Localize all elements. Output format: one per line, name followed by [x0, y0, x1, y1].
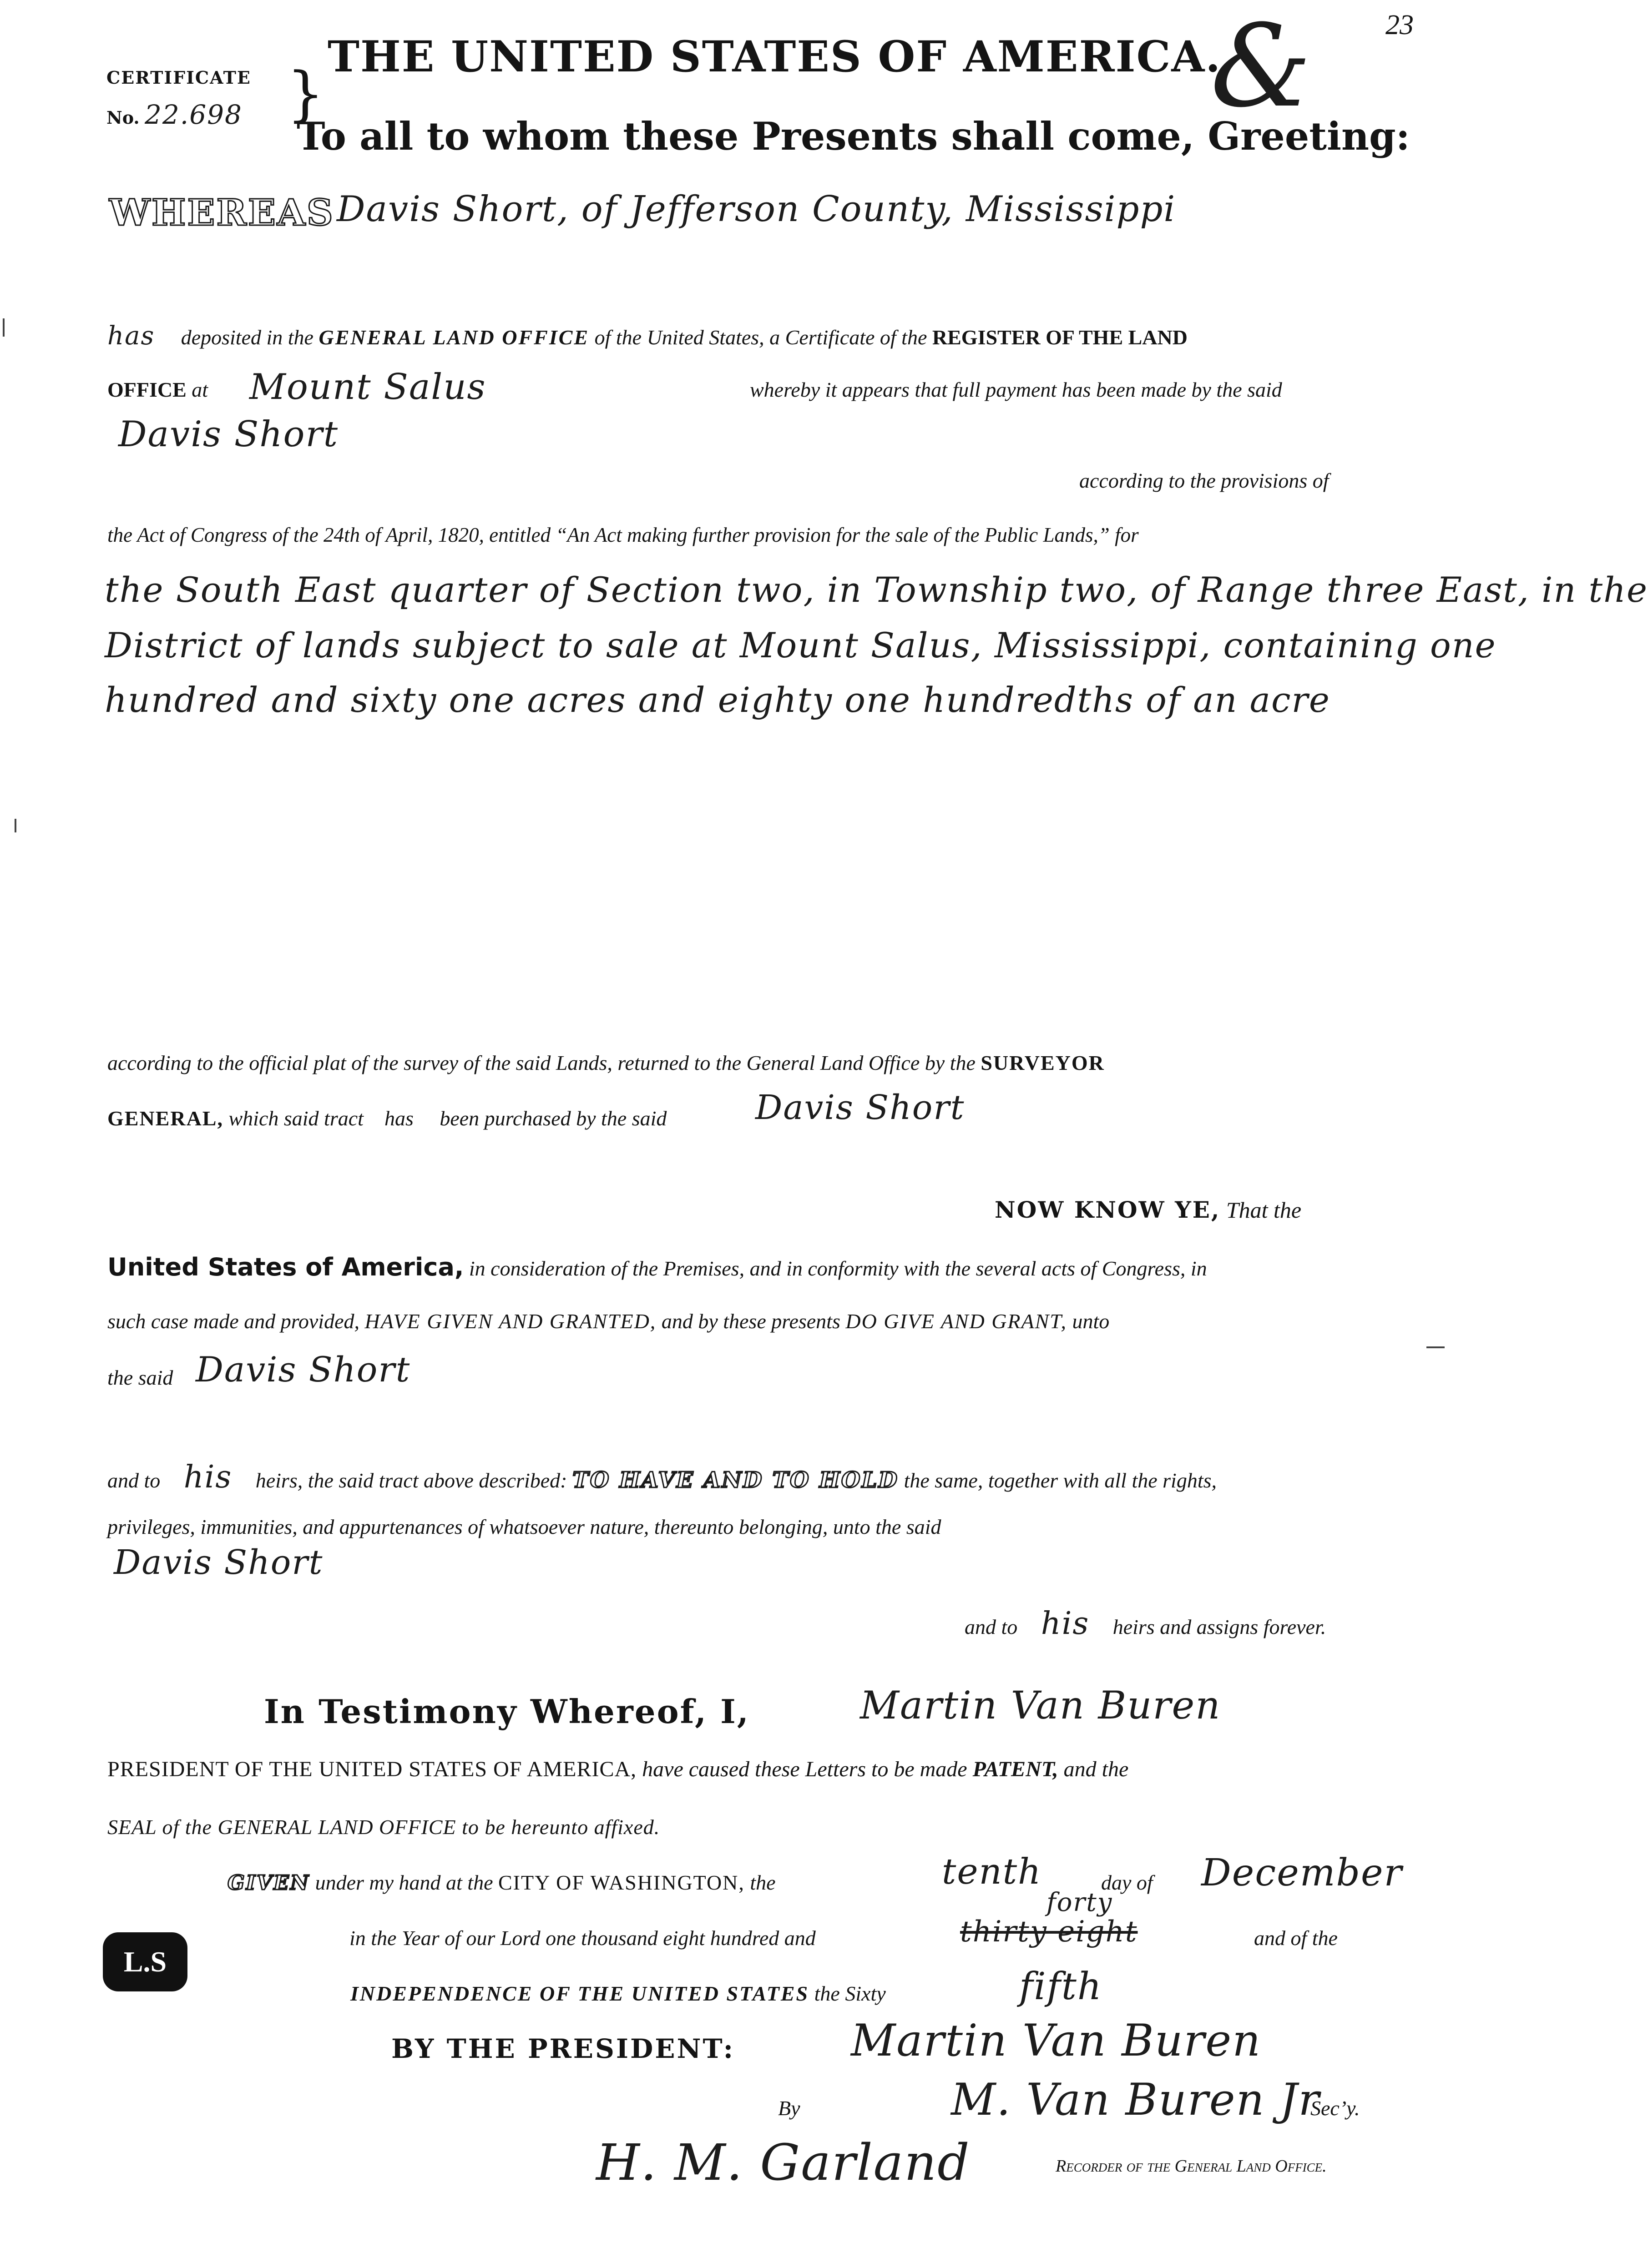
description-line-2: District of lands subject to sale at Mount Salus, Mississippi, containing one	[105, 625, 1496, 665]
scan-mark	[15, 819, 16, 832]
and-to: and to	[107, 1469, 161, 1492]
deposit-text-1: deposited in the	[181, 326, 313, 349]
general-line	[107, 1106, 667, 1130]
given-line	[227, 1870, 776, 1895]
general-label: GENERAL,	[107, 1107, 223, 1130]
office-location: Mount Salus	[249, 367, 486, 408]
together-text: the same, together with all the rights,	[904, 1469, 1217, 1492]
president-label: PRESIDENT OF THE UNITED STATES OF AMERICA,	[107, 1757, 637, 1781]
his-2: his	[1041, 1606, 1090, 1642]
have-given: HAVE GIVEN AND GRANTED,	[364, 1310, 657, 1333]
heirs-assigns-line	[965, 1606, 1326, 1642]
has-word: has	[107, 321, 155, 351]
certificate-number-label: No.	[106, 107, 140, 128]
caused-text: have caused these Letters to be made	[642, 1757, 967, 1781]
by-the-president: BY THE PRESIDENT:	[391, 2033, 735, 2064]
day-value: tenth	[942, 1851, 1042, 1892]
payment-text: whereby it appears that full payment has been made by the said	[750, 378, 1282, 401]
now-know-ye-line	[995, 1196, 1301, 1223]
page-number: 23	[1385, 10, 1414, 40]
such-case-line	[107, 1309, 1109, 1333]
ordinal-value: fifth	[1019, 1965, 1102, 2008]
seal-label: L.S	[123, 1945, 167, 1978]
description-line-3: hundred and sixty one acres and eighty one hundredths of an acre	[105, 680, 1330, 720]
and-to-2: and to	[965, 1615, 1018, 1638]
grantee-whereas: Davis Short, of Jefferson County, Mississippi	[337, 189, 1176, 230]
purchaser-name: Davis Short	[755, 1088, 965, 1127]
heirs-text: heirs, the said tract above described:	[255, 1469, 567, 1492]
secretary-title: Sec’y.	[1310, 2097, 1360, 2120]
deposit-text-2: of the United States, a Certificate of the	[594, 326, 927, 349]
day-of: day of	[1101, 1871, 1153, 1894]
such-case-text: such case made and provided,	[107, 1310, 359, 1333]
deposit-line	[107, 321, 1188, 351]
tract-text: which said tract	[228, 1107, 364, 1130]
year-text: in the Year of our Lord one thousand eight hundred and	[349, 1926, 816, 1950]
to-have-to-hold: TO HAVE AND TO HOLD	[572, 1467, 899, 1493]
usa-line	[107, 1253, 1207, 1281]
certificate-brace: }	[287, 59, 324, 128]
independence-line	[350, 1981, 886, 2006]
scan-mark	[1426, 1346, 1445, 1348]
month-value: December	[1201, 1851, 1403, 1895]
usa-label: United States of America,	[107, 1253, 464, 1281]
surveyor-label: SURVEYOR	[981, 1051, 1105, 1074]
description-line-1: the South East quarter of Section two, in Township two, of Range three East, in the	[105, 570, 1648, 610]
unto-word: unto	[1072, 1310, 1110, 1333]
at-word: at	[192, 378, 208, 401]
independence-label: INDEPENDENCE OF THE UNITED STATES	[350, 1982, 809, 2005]
secretary-signature: M. Van Buren Jr	[951, 2074, 1320, 2125]
the-sixty: the Sixty	[814, 1982, 886, 2005]
payer-name: Davis Short	[118, 414, 339, 455]
that-the: That the	[1226, 1197, 1302, 1223]
by-these-presents: and by these presents	[661, 1310, 840, 1333]
survey-text: according to the official plat of the survey of the said Lands, returned to the General Land Office by the	[107, 1051, 976, 1074]
heirs-assigns: heirs and assigns forever.	[1112, 1615, 1326, 1638]
the-said-label: the said	[107, 1366, 173, 1389]
seal-badge	[103, 1932, 187, 1991]
heirs-line	[107, 1459, 1217, 1495]
now-know-ye: NOW KNOW YE,	[995, 1196, 1221, 1223]
under-hand: under my hand at the	[315, 1871, 493, 1894]
his-1: his	[183, 1459, 233, 1495]
grantee-name-2: Davis Short	[114, 1543, 324, 1582]
patent-label: PATENT,	[972, 1757, 1058, 1781]
year-value: forty	[1046, 1888, 1113, 1917]
recorder-signature: H. M. Garland	[596, 2133, 971, 2192]
recorder-title: Recorder of the General Land Office.	[1056, 2157, 1327, 2176]
office-name: GENERAL LAND OFFICE	[318, 326, 590, 349]
corner-mark: &	[1210, 0, 1313, 132]
president-name: Martin Van Buren	[860, 1683, 1221, 1728]
by-word: By	[778, 2097, 800, 2120]
and-the: and the	[1063, 1757, 1129, 1781]
office-label: OFFICE	[107, 378, 187, 401]
president-signature: Martin Van Buren	[851, 2015, 1262, 2066]
year-struck: thirty eight	[960, 1915, 1138, 1949]
has-word-2: has	[384, 1107, 414, 1130]
register-label: REGISTER OF THE LAND	[932, 326, 1188, 349]
certificate-number: 22.698	[145, 99, 243, 130]
greeting: To all to whom these Presents shall come, Greeting:	[297, 114, 1410, 159]
whereas-label: WHEREAS	[109, 191, 334, 234]
certificate-label: CERTIFICATE	[106, 67, 251, 88]
consideration-text: in consideration of the Premises, and in conformity with the several acts of Congress, in	[469, 1257, 1207, 1280]
city-label: CITY OF WASHINGTON,	[498, 1871, 745, 1894]
privileges-text: privileges, immunities, and appurtenances of whatsoever nature, thereunto belonging, unto the said	[107, 1515, 941, 1538]
office-line	[107, 378, 208, 402]
survey-line	[107, 1051, 1105, 1075]
the-word: the	[750, 1871, 776, 1894]
and-of-the: and of the	[1254, 1926, 1338, 1950]
given-label: GIVEN	[227, 1871, 310, 1895]
grantee-name: Davis Short	[196, 1349, 411, 1390]
provisions-text: according to the provisions of	[1079, 469, 1329, 492]
act-text: the Act of Congress of the 24th of April, 1820, entitled “An Act making further provision for the sale of the Public Lands,” for	[107, 524, 1139, 546]
president-line	[107, 1757, 1128, 1782]
scan-mark	[3, 318, 5, 337]
seal-line: SEAL of the GENERAL LAND OFFICE to be hereunto affixed.	[107, 1815, 660, 1839]
testimony-heading: In Testimony Whereof, I,	[264, 1692, 750, 1731]
purchased-text: been purchased by the said	[440, 1107, 667, 1130]
document-title: THE UNITED STATES OF AMERICA.	[328, 32, 1222, 82]
do-give: DO GIVE AND GRANT,	[845, 1310, 1067, 1333]
